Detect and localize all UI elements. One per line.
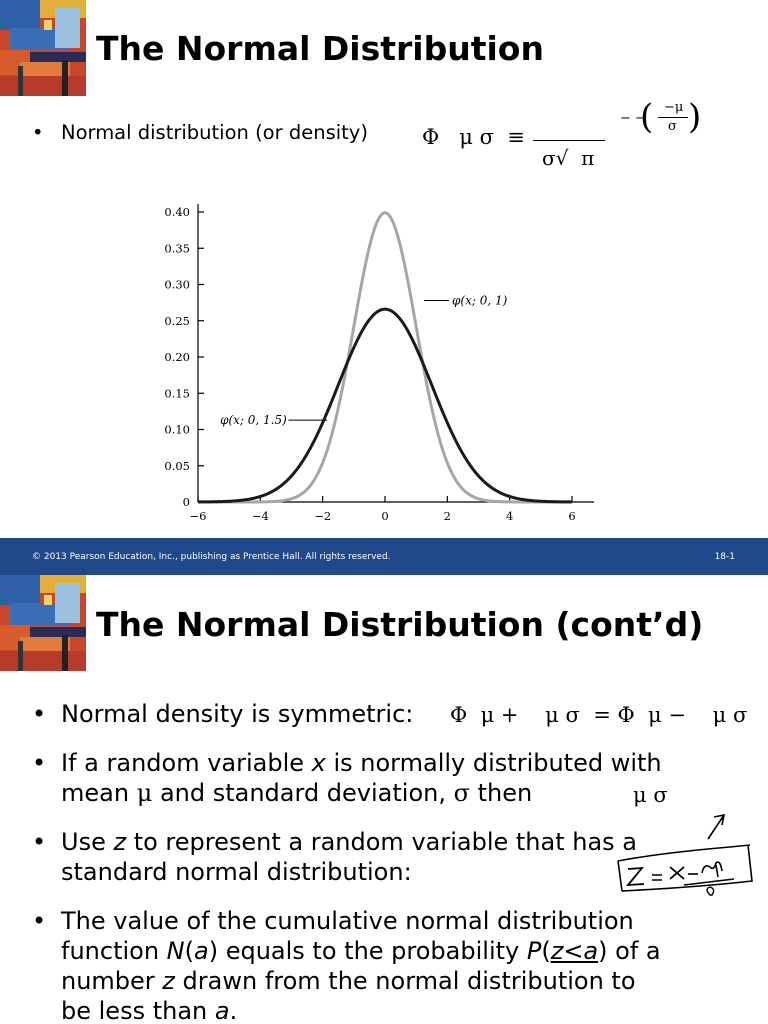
symmetry-formula: Φ μ + μ σ = Φ μ − μ σ [450, 703, 748, 727]
bullet-dot: • [32, 121, 44, 144]
slide-title: The Normal Distribution (cont’d) [96, 605, 704, 644]
normal-density-chart [150, 193, 610, 533]
exponent-prefix: − − [620, 111, 646, 126]
bullet-list [32, 699, 662, 1024]
slide-2 [0, 575, 768, 1024]
bullet-dot: • [32, 749, 47, 777]
bullet-text: Normal density is symmetric: [61, 700, 414, 728]
x-tick-label: 6 [568, 509, 576, 523]
bullet-line-1: The value of the cumulative normal distribution [61, 907, 634, 935]
bullet-dot: • [32, 700, 47, 728]
curve-series-1 [198, 213, 572, 502]
y-tick-label: 0.10 [164, 422, 190, 437]
chart-curves [198, 213, 572, 502]
bullet-dot: • [32, 907, 47, 935]
exponent-fraction-bar [658, 117, 688, 118]
slide-footer [0, 538, 768, 575]
bullet-cumulative [32, 906, 662, 1024]
x-tick-label: 4 [506, 509, 514, 523]
exponent-left-paren: ( [640, 97, 654, 137]
chart-axes [198, 204, 594, 502]
bullet-normal-distribution [32, 121, 368, 145]
x-tick-label: −6 [189, 509, 207, 523]
chart-labels [164, 205, 575, 523]
bullet-line-4: be less than a. [61, 997, 238, 1024]
annotation-label-sd1: φ(x; 0, 1) [452, 293, 508, 308]
y-tick-label: 0 [182, 495, 190, 509]
normal-density-formula [420, 95, 710, 175]
bullet-line-1: If a random variable x is normally distributed with [61, 749, 662, 777]
x-tick-label: 0 [381, 509, 389, 523]
bullet-text: Normal distribution (or density) [61, 121, 368, 144]
bullet-list [32, 121, 368, 145]
y-tick-label: 0.25 [164, 313, 190, 328]
x-tick-label: −4 [251, 509, 269, 523]
page-number: 18-1 [714, 552, 735, 562]
x-tick-label: 2 [443, 509, 451, 523]
bullet-normally-distributed [32, 748, 662, 808]
slide-title: The Normal Distribution [96, 29, 544, 68]
bullet-use-z [32, 827, 662, 887]
y-tick-label: 0.30 [164, 277, 190, 292]
painting-logo [0, 575, 86, 671]
painting-logo [0, 0, 86, 96]
y-tick-label: 0.40 [164, 205, 190, 219]
bullet-line-2: function N(a) equals to the probability P(z<a) of a [61, 937, 661, 965]
x-tick-label: −2 [314, 509, 332, 523]
bullet-line-2: standard normal distribution: [61, 858, 412, 886]
formula-denominator: σ√ π [542, 146, 595, 170]
bullet-line-1: Use z to represent a random variable that has a [61, 828, 638, 856]
curve-series-2 [198, 309, 572, 502]
y-tick-label: 0.35 [164, 241, 190, 256]
exponent-denominator: σ [668, 119, 677, 134]
fraction-bar [533, 140, 605, 141]
y-tick-label: 0.05 [164, 458, 190, 473]
annotation-label-sd15: φ(x; 0, 1.5) [220, 413, 287, 428]
bullet-line-3: number z drawn from the normal distribution to [61, 967, 636, 995]
handwritten-z-formula [600, 811, 760, 901]
bullet-dot: • [32, 828, 47, 856]
exponent-numerator: −μ [664, 100, 684, 115]
copyright-text: © 2013 Pearson Education, Inc., publishing as Prentice Hall. All rights reserved. [32, 552, 391, 562]
bullet-line-2: mean μ and standard deviation, σ then [61, 779, 533, 807]
distribution-notation: μ σ [633, 783, 668, 807]
y-tick-label: 0.15 [164, 386, 190, 401]
exponent-right-paren: ) [688, 97, 702, 137]
formula-lhs: Φ μ σ ≡ [422, 125, 525, 149]
y-tick-label: 0.20 [164, 350, 190, 364]
